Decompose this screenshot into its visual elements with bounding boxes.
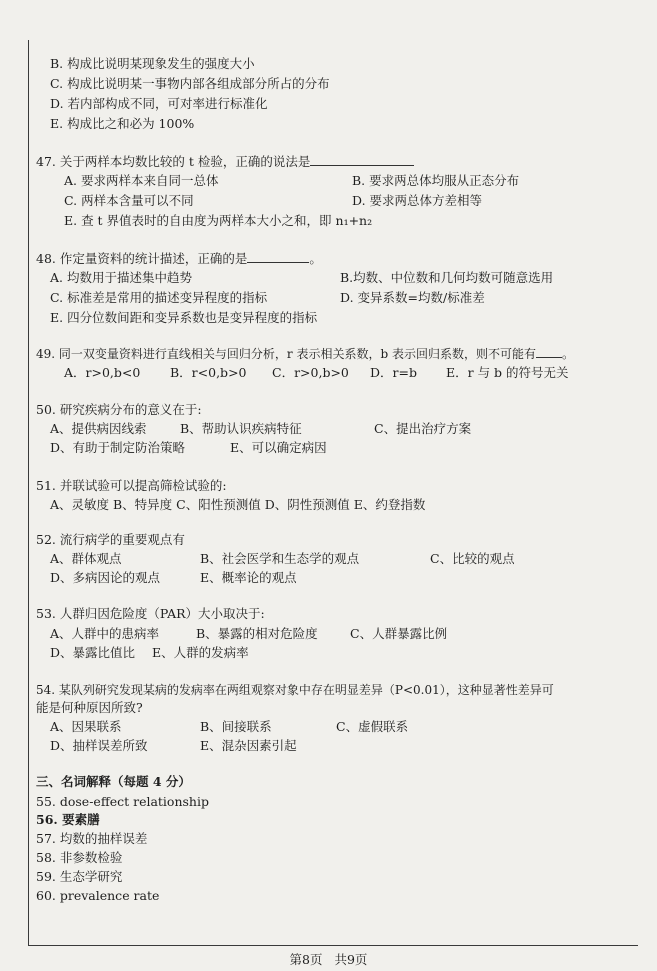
q49-stem: [36, 345, 574, 362]
q49-answer-blank: [536, 345, 562, 358]
q49-stem-end: 。: [561, 347, 574, 361]
q54-option-b: B、间接联系: [200, 719, 272, 734]
q48-option-e: E. 四分位数间距和变异系数也是变异程度的指标: [50, 310, 318, 325]
q46-option-b: B. 构成比说明某现象发生的强度大小: [50, 56, 255, 71]
q50-option-e: E、可以确定病因: [230, 440, 327, 455]
q53-option-d: D、暴露比值比: [50, 645, 136, 660]
q47-option-c: C. 两样本含量可以不同: [64, 193, 194, 208]
q47-option-e: E. 查 t 界值表时的自由度为两样本大小之和，即 n₁+n₂: [64, 213, 373, 228]
q52-option-a: A、群体观点: [50, 551, 122, 566]
q52-option-e: E、概率论的观点: [200, 570, 297, 585]
q47-option-d: D. 要求两总体方差相等: [352, 193, 483, 208]
term-56: 56. 要素膳: [36, 812, 100, 827]
page-total: 共9页: [334, 952, 368, 967]
q49-option-b: B．r<0,b>0: [170, 365, 247, 380]
q53-option-e: E、人群的发病率: [152, 645, 249, 660]
q48-option-a: A. 均数用于描述集中趋势: [50, 270, 192, 285]
q54-option-c: C、虚假联系: [336, 719, 409, 734]
q48-answer-blank: [247, 250, 309, 263]
q47-option-a: A. 要求两样本来自同一总体: [64, 173, 219, 188]
q46-option-e: E. 构成比之和必为 100%: [50, 116, 195, 131]
q54-option-e: E、混杂因素引起: [200, 738, 297, 753]
q46-option-d: D. 若内部构成不同，可对率进行标准化: [50, 96, 268, 111]
term-58: 58. 非参数检验: [36, 850, 123, 865]
q54-option-a: A、因果联系: [50, 719, 122, 734]
page-frame-left-border: [28, 40, 29, 945]
q50-option-a: A、提供病因线索: [50, 421, 147, 436]
q52-option-b: B、社会医学和生态学的观点: [200, 551, 360, 566]
q48-stem: [36, 250, 322, 267]
section-3-title: 三、名词解释（每题 4 分）: [36, 774, 191, 789]
page-number: 第8页: [289, 952, 323, 967]
q46-option-c: C. 构成比说明某一事物内部各组成部分所占的分布: [50, 76, 330, 91]
q49-option-a: A．r>0,b<0: [64, 365, 141, 380]
q53-option-a: A、人群中的患病率: [50, 626, 160, 641]
q50-option-b: B、帮助认识疾病特征: [180, 421, 302, 436]
q51-options: A、灵敏度 B、特异度 C、阳性预测值 D、阴性预测值 E、约登指数: [50, 497, 426, 512]
q48-option-c: C. 标准差是常用的描述变异程度的指标: [50, 290, 268, 305]
q48-option-d: D. 变异系数=均数/标准差: [340, 290, 485, 305]
q52-option-c: C、比较的观点: [430, 551, 515, 566]
q48-stem-text: 48. 作定量资料的统计描述，正确的是: [36, 251, 248, 266]
q49-option-c: C．r>0,b>0: [272, 365, 349, 380]
q54-stem-line2: 能是何种原因所致?: [36, 700, 143, 715]
term-57: 57. 均数的抽样误差: [36, 831, 148, 846]
q48-stem-end: 。: [309, 251, 322, 266]
q51-stem: 51. 并联试验可以提高筛检试验的:: [36, 478, 227, 493]
q53-option-b: B、暴露的相对危险度: [196, 626, 318, 641]
q52-option-d: D、多病因论的观点: [50, 570, 161, 585]
q50-option-d: D、有助于制定防治策略: [50, 440, 186, 455]
q49-option-e: E．r 与 b 的符号无关: [446, 365, 569, 380]
q47-option-b: B. 要求两总体均服从正态分布: [352, 173, 520, 188]
q52-stem: 52. 流行病学的重要观点有: [36, 532, 185, 547]
page-frame-bottom-border: [28, 945, 638, 946]
page-footer: [0, 950, 657, 968]
q54-stem-line1: 54. 某队列研究发现某病的发病率在两组观察对象中存在明显差异（P<0.01），这种显著性差异可: [36, 683, 554, 697]
q47-stem: [36, 153, 414, 170]
q49-stem-text: 49. 同一双变量资料进行直线相关与回归分析，r 表示相关系数，b 表示回归系数，则不可能有: [36, 347, 536, 361]
q48-option-b: B.均数、中位数和几何均数可随意选用: [340, 270, 554, 285]
q53-option-c: C、人群暴露比例: [350, 626, 448, 641]
q54-option-d: D、抽样误差所致: [50, 738, 148, 753]
term-55: 55. dose-effect relationship: [36, 794, 209, 809]
q53-stem: 53. 人群归因危险度（PAR）大小取决于:: [36, 606, 265, 621]
q50-option-c: C、提出治疗方案: [374, 421, 472, 436]
term-60: 60. prevalence rate: [36, 888, 160, 903]
q49-option-d: D．r=b: [370, 365, 417, 380]
q47-stem-text: 47. 关于两样本均数比较的 t 检验，正确的说法是: [36, 154, 311, 169]
term-59: 59. 生态学研究: [36, 869, 123, 884]
q47-answer-blank: [310, 153, 414, 166]
q50-stem: 50. 研究疾病分布的意义在于:: [36, 402, 202, 417]
